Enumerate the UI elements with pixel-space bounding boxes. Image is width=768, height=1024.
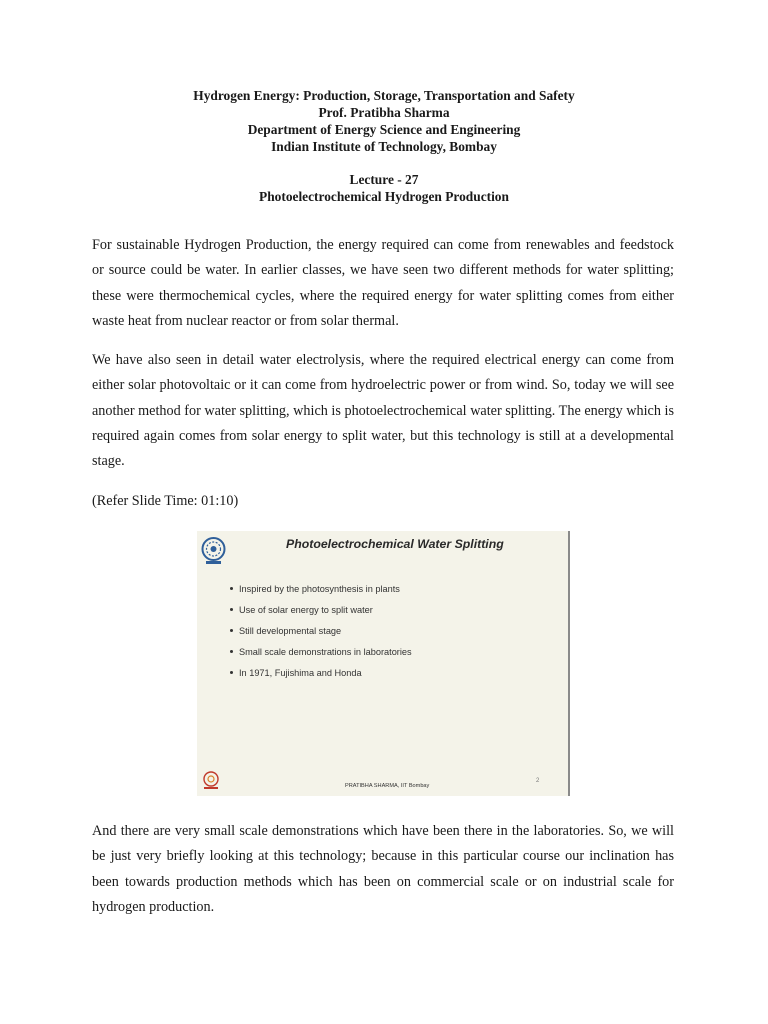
slide-bullet-list	[230, 582, 412, 687]
lecture-heading	[0, 171, 768, 205]
lecture-slide	[197, 531, 570, 796]
course-header	[0, 87, 768, 155]
refer-slide-time: (Refer Slide Time: 01:10)	[92, 493, 239, 509]
slide-bullet: In 1971, Fujishima and Honda	[230, 666, 412, 687]
iit-bombay-logo-icon	[200, 535, 227, 566]
institute-name: Indian Institute of Technology, Bombay	[271, 139, 497, 154]
lecture-title: Photoelectrochemical Hydrogen Production	[259, 189, 509, 204]
paragraph-3: And there are very small scale demonstrations which have been there in the laboratories. So, we will be just very briefly looking at this technology; because in this particular course our inclination has been towards production methods which has been on commercial scale or on industrial scale for hydrogen production.	[92, 823, 674, 915]
slide-page-number: 2	[536, 778, 540, 784]
slide-border	[568, 531, 570, 796]
course-title: Hydrogen Energy: Production, Storage, Transportation and Safety	[193, 88, 575, 103]
slide-bullet: Use of solar energy to split water	[230, 603, 412, 624]
slide-bullet: Small scale demonstrations in laboratories	[230, 645, 412, 666]
paragraph-1: For sustainable Hydrogen Production, the energy required can come from renewables and feedstock or source could be water. In earlier classes, we have seen two different methods for water splitting; these were thermochemical cycles, where the required energy for water splitting comes from either waste heat from nuclear reactor or from solar thermal.	[92, 237, 674, 329]
nptel-logo-icon	[201, 770, 221, 790]
slide-bullet: Inspired by the photosynthesis in plants	[230, 582, 412, 603]
slide-footer: PRATIBHA SHARMA, IIT Bombay	[345, 783, 430, 789]
slide-title: Photoelectrochemical Water Splitting	[286, 537, 504, 551]
department-name: Department of Energy Science and Engineering	[247, 122, 521, 137]
lecture-number: Lecture - 27	[349, 172, 419, 187]
professor-name: Prof. Pratibha Sharma	[318, 105, 450, 120]
slide-bullet: Still developmental stage	[230, 624, 412, 645]
paragraph-2: We have also seen in detail water electrolysis, where the required electrical energy can come from either solar photovoltaic or it can come from hydroelectric power or from wind. So, today we will see another method for water splitting, which is photoelectrochemical water splitting. The energy which is required again comes from solar energy to split water, but this technology is still at a developmental stage.	[92, 352, 674, 470]
